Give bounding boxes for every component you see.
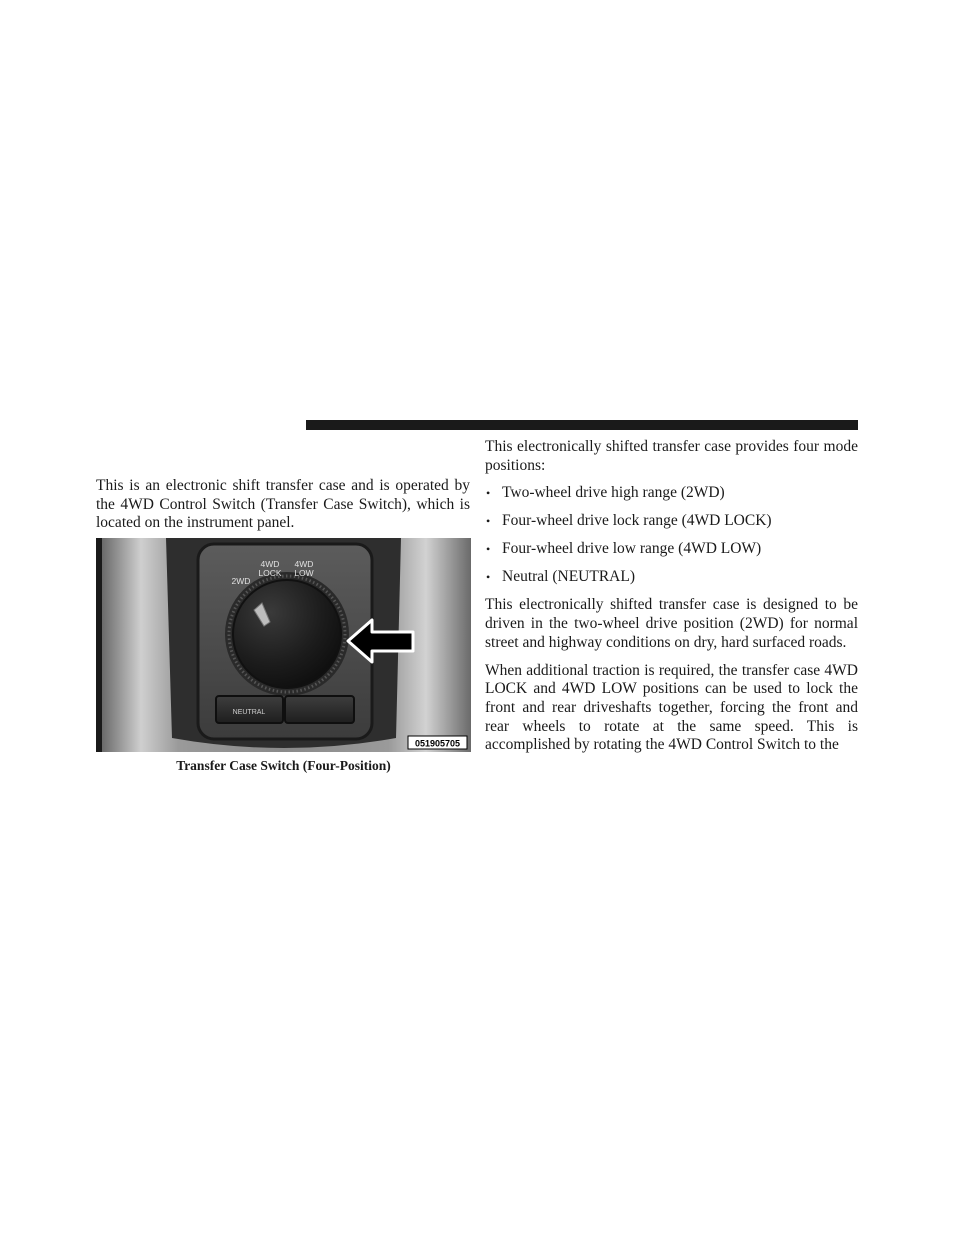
figure-code: 051905705 (414, 738, 461, 749)
bullet-icon: • (486, 570, 491, 585)
bullet-icon: • (486, 486, 491, 501)
section-header-rule (306, 420, 858, 430)
list-item: • Two-wheel drive high range (2WD) (486, 484, 725, 502)
mode-list (485, 484, 858, 587)
label-4wd-lock-bottom: LOCK (258, 568, 282, 578)
label-4wd-low-bottom: LOW (294, 568, 314, 578)
two-wheel-drive-paragraph: This electronically shifted transfer case is designed to be driven in the two-wheel drive position (2WD) for normal street and highway conditions on dry, hard surfaced roads. (485, 596, 858, 651)
left-column (96, 477, 470, 533)
list-item: • Four-wheel drive lock range (4WD LOCK) (486, 512, 772, 530)
list-item: • Four-wheel drive low range (4WD LOW) (486, 540, 762, 558)
figure-caption: Transfer Case Switch (Four-Position) (176, 758, 391, 773)
neutral-label: NEUTRAL (232, 709, 266, 716)
traction-paragraph: When additional traction is required, the transfer case 4WD LOCK and 4WD LOW positions can be used to lock the front and rear driveshafts together, forcing the front and rear wheels to rotate at the same speed. This is accomplished by rotating the 4WD Control Switch to the (485, 661, 858, 754)
modes-intro-paragraph: This electronically shifted transfer case provides four mode positions: (485, 438, 858, 474)
right-column (485, 438, 858, 764)
label-4wd-low-top: 4WD (294, 559, 314, 569)
bullet-icon: • (486, 514, 491, 529)
intro-paragraph: This is an electronic shift transfer case and is operated by the 4WD Control Switch (Transfer Case Switch), which is located on the instrument panel. (96, 477, 470, 532)
transfer-case-photo (96, 538, 471, 752)
bullet-icon: • (486, 542, 491, 557)
label-4wd-lock-top: 4WD (260, 559, 280, 569)
list-item: • Neutral (NEUTRAL) (486, 568, 635, 586)
label-2wd: 2WD (231, 576, 251, 586)
transfer-case-switch-figure (96, 538, 471, 752)
